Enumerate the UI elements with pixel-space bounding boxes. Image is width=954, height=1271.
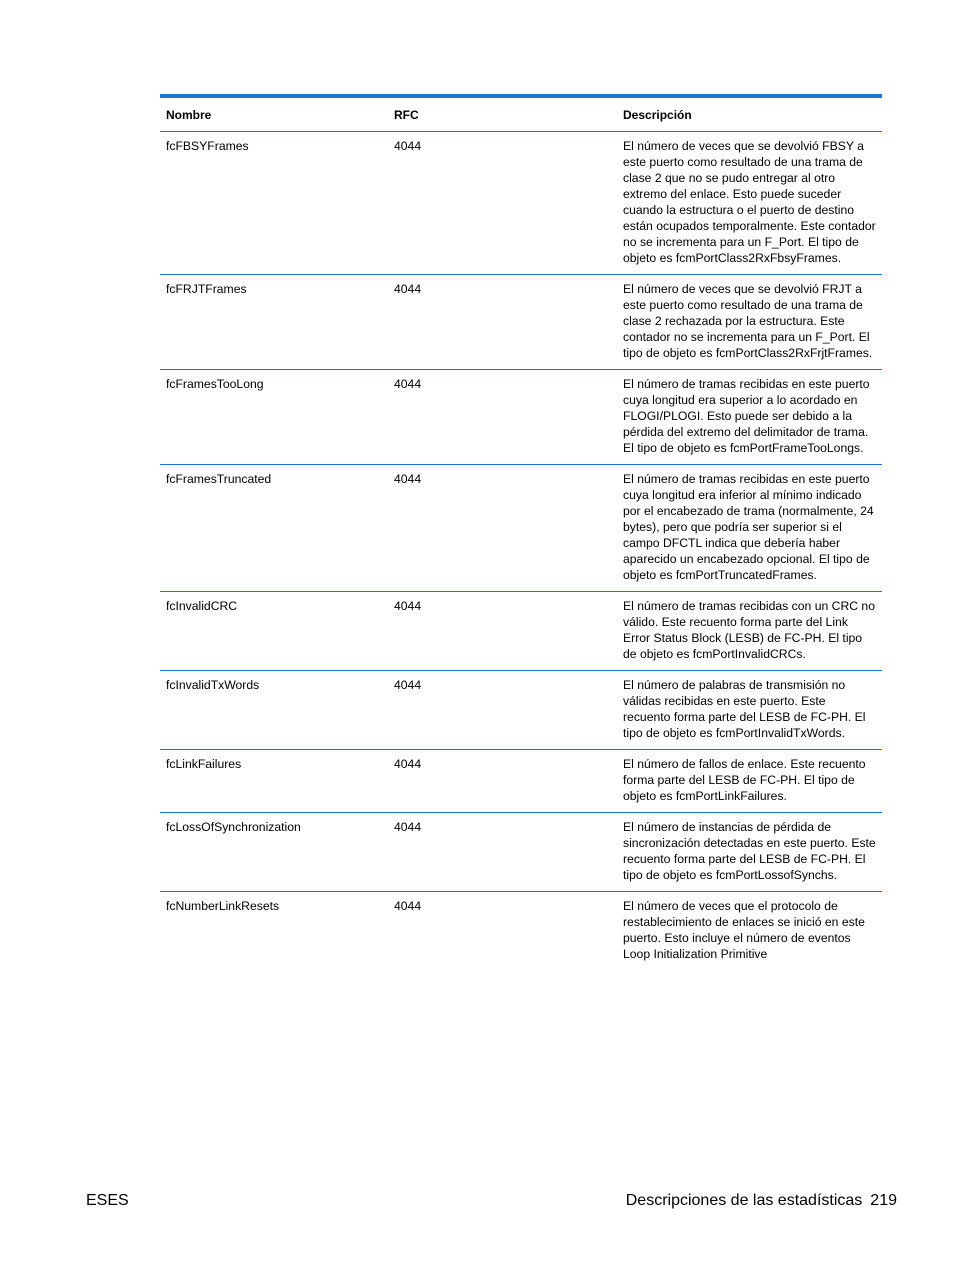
cell-description: El número de tramas recibidas en este puerto cuya longitud era inferior al mínimo indicado por el encabezado de trama (normalmente, 24 bytes), pero que podría ser superior si el campo DFCTL indica que debería haber aparecido un encabezado opcional. El tipo de objeto es fcmPortTruncatedFrames.: [623, 472, 874, 582]
table-row: [160, 750, 882, 813]
cell-description: El número de tramas recibidas con un CRC no válido. Este recuento forma parte del Link Error Status Block (LESB) de FC-PH. El tipo de objeto es fcmPortInvalidCRCs.: [623, 599, 875, 661]
cell-name: fcFramesTruncated: [166, 472, 272, 486]
table-row: [160, 275, 882, 370]
header-description: Descripción: [623, 108, 692, 122]
cell-rfc: 4044: [394, 139, 422, 153]
cell-description: El número de tramas recibidas en este puerto cuya longitud era superior a lo acordado en FLOGI/PLOGI. Esto puede ser debido a la pérdida del extremo del delimitador de trama. El tipo de objeto es fcmPortFrameTooLongs.: [623, 377, 870, 455]
table-row: [160, 813, 882, 892]
cell-name: fcLossOfSynchronization: [166, 820, 301, 834]
cell-rfc: 4044: [394, 678, 422, 692]
cell-rfc: 4044: [394, 599, 422, 613]
table-row: [160, 671, 882, 750]
cell-rfc: 4044: [394, 282, 422, 296]
statistics-table: [160, 94, 882, 970]
table-row: [160, 892, 882, 971]
table-row: [160, 465, 882, 592]
cell-name: fcLinkFailures: [166, 757, 242, 771]
cell-name: fcFramesTooLong: [166, 377, 264, 391]
cell-description: El número de veces que se devolvió FBSY a este puerto como resultado de una trama de clase 2 que no se pudo entregar al otro extremo del enlace. Esto puede suceder cuando la estructura o el puerto de destino están ocupados temporalmente. Este contador no se incrementa para un F_Port. El tipo de objeto es fcmPortClass2RxFbsyFrames.: [623, 139, 876, 265]
cell-name: fcInvalidTxWords: [166, 678, 260, 692]
table-row: [160, 592, 882, 671]
cell-name: fcFRJTFrames: [166, 282, 247, 296]
cell-name: fcFBSYFrames: [166, 139, 249, 153]
cell-name: fcInvalidCRC: [166, 599, 238, 613]
cell-name: fcNumberLinkResets: [166, 899, 280, 913]
cell-description: El número de instancias de pérdida de sincronización detectadas en este puerto. Este recuento forma parte del LESB de FC-PH. El tipo de objeto es fcmPortLossofSynchs.: [623, 820, 876, 882]
page-footer: [626, 1191, 897, 1211]
cell-rfc: 4044: [394, 899, 422, 913]
header-rfc: RFC: [394, 108, 419, 122]
cell-description: El número de palabras de transmisión no válidas recibidas en este puerto. Este recuento forma parte del LESB de FC-PH. El tipo de objeto es fcmPortInvalidTxWords.: [623, 678, 866, 740]
table-header: [160, 96, 882, 132]
table-row: [160, 132, 882, 275]
cell-rfc: 4044: [394, 820, 422, 834]
cell-description: El número de veces que se devolvió FRJT a este puerto como resultado de una trama de clase 2 rechazada por la estructura. Este contador no se incrementa para un F_Port. El tipo de objeto es fcmPortClass2RxFrjtFrames.: [623, 282, 873, 360]
table-body: [160, 132, 882, 971]
table-row: [160, 370, 882, 465]
cell-description: El número de fallos de enlace. Este recuento forma parte del LESB de FC-PH. El tipo de objeto es fcmPortLinkFailures.: [623, 757, 866, 803]
page-number: 219: [870, 1192, 897, 1209]
table-header-row: [160, 96, 882, 132]
header-name: Nombre: [166, 108, 212, 122]
cell-rfc: 4044: [394, 757, 422, 771]
footer-section-title: Descripciones de las estadísticas: [625, 1192, 863, 1209]
cell-description: El número de veces que el protocolo de restablecimiento de enlaces se inició en este puerto. Esto incluye el número de eventos Loop Initialization Primitive: [623, 899, 865, 961]
cell-rfc: 4044: [394, 377, 422, 391]
footer-locale-code: ESES: [86, 1192, 129, 1209]
cell-rfc: 4044: [394, 472, 422, 486]
